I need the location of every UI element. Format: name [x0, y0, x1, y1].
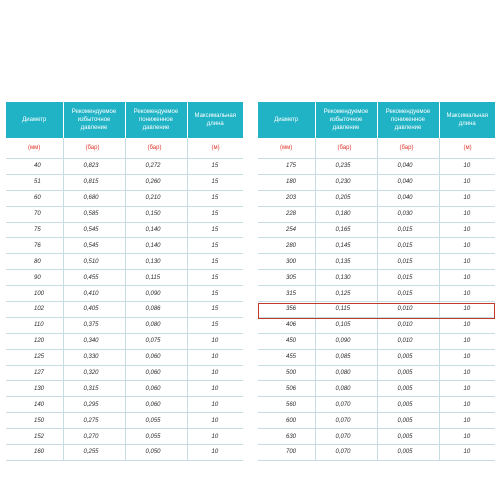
- table-cell: 0,130: [125, 254, 187, 270]
- left-max-length-header: Максимальная длина: [187, 102, 243, 138]
- table-cell: 15: [187, 254, 243, 270]
- table-cell: 0,086: [125, 302, 187, 318]
- table-cell: 450: [258, 333, 315, 349]
- table-cell: 0,545: [63, 222, 125, 238]
- unit-cell: (бар): [63, 138, 125, 159]
- table-cell: 10: [187, 413, 243, 429]
- right-table-row: [258, 333, 495, 349]
- table-cell: 0,070: [315, 413, 377, 429]
- table-cell: 0,070: [315, 429, 377, 445]
- table-cell: 0,090: [315, 333, 377, 349]
- unit-cell: (бар): [125, 138, 187, 159]
- right-max-length-header: Максимальная длина: [439, 102, 495, 138]
- table-cell: 10: [439, 349, 495, 365]
- table-cell: 0,105: [315, 317, 377, 333]
- right-table-row: [258, 286, 495, 302]
- table-cell: 15: [187, 317, 243, 333]
- table-cell: 10: [439, 429, 495, 445]
- table-cell: 120: [6, 333, 63, 349]
- table-cell: 0,070: [315, 445, 377, 461]
- table-cell: 40: [6, 159, 63, 175]
- left-table-row: [6, 413, 243, 429]
- left-table-row: [6, 222, 243, 238]
- right-units-row: [258, 138, 495, 159]
- table-cell: 10: [187, 397, 243, 413]
- table-cell: 130: [6, 381, 63, 397]
- left-table-row: [6, 333, 243, 349]
- left-table-row: [6, 270, 243, 286]
- left-table-row: [6, 365, 243, 381]
- table-cell: 0,680: [63, 190, 125, 206]
- table-cell: 0,070: [315, 397, 377, 413]
- table-cell: 560: [258, 397, 315, 413]
- table-cell: 10: [439, 238, 495, 254]
- table-cell: 0,180: [315, 206, 377, 222]
- unit-cell: (бар): [315, 138, 377, 159]
- table-cell: 10: [439, 159, 495, 175]
- right-table-row: [258, 302, 495, 318]
- table-cell: 0,410: [63, 286, 125, 302]
- table-cell: 630: [258, 429, 315, 445]
- table-cell: 80: [6, 254, 63, 270]
- table-cell: 110: [6, 317, 63, 333]
- table-cell: 0,080: [315, 365, 377, 381]
- table-cell: 70: [6, 206, 63, 222]
- table-cell: 10: [439, 206, 495, 222]
- right-table-row: [258, 429, 495, 445]
- table-cell: 152: [6, 429, 63, 445]
- table-cell: 150: [6, 413, 63, 429]
- table-cell: 0,205: [315, 190, 377, 206]
- right-table-row: [258, 206, 495, 222]
- table-cell: 0,235: [315, 159, 377, 175]
- left-table-row: [6, 445, 243, 461]
- table-cell: 0,340: [63, 333, 125, 349]
- table-cell: 10: [439, 174, 495, 190]
- table-cell: 0,005: [377, 445, 439, 461]
- table-cell: 0,545: [63, 238, 125, 254]
- table-cell: 0,015: [377, 286, 439, 302]
- table-cell: 0,315: [63, 381, 125, 397]
- table-cell: 0,375: [63, 317, 125, 333]
- table-cell: 10: [187, 349, 243, 365]
- table-cell: 15: [187, 238, 243, 254]
- table-cell: 0,085: [315, 349, 377, 365]
- left-table-row: [6, 317, 243, 333]
- table-cell: 0,010: [377, 333, 439, 349]
- table-cell: 0,135: [315, 254, 377, 270]
- table-cell: 0,815: [63, 174, 125, 190]
- right-underpressure-header: Рекомендуемое пониженное давление: [377, 102, 439, 138]
- right-overpressure-header: Рекомендуемое избыточное давление: [315, 102, 377, 138]
- left-table-row: [6, 238, 243, 254]
- left-table-row: [6, 174, 243, 190]
- right-table-body: [258, 138, 495, 460]
- table-cell: 10: [439, 365, 495, 381]
- table-cell: 0,823: [63, 159, 125, 175]
- table-cell: 15: [187, 190, 243, 206]
- table-cell: 0,010: [377, 317, 439, 333]
- table-cell: 0,075: [125, 333, 187, 349]
- table-cell: 0,272: [125, 159, 187, 175]
- table-cell: 455: [258, 349, 315, 365]
- right-table-row: [258, 349, 495, 365]
- left-table-row: [6, 286, 243, 302]
- unit-cell: (бар): [377, 138, 439, 159]
- table-cell: 0,140: [125, 238, 187, 254]
- left-table-row: [6, 254, 243, 270]
- table-cell: 0,015: [377, 270, 439, 286]
- table-cell: 15: [187, 206, 243, 222]
- left-table-row: [6, 429, 243, 445]
- table-cell: 160: [6, 445, 63, 461]
- table-cell: 0,295: [63, 397, 125, 413]
- table-cell: 10: [187, 381, 243, 397]
- table-cell: 0,015: [377, 238, 439, 254]
- table-cell: 0,090: [125, 286, 187, 302]
- right-diameter-header: Диаметр: [258, 102, 315, 138]
- right-table-header: [258, 102, 495, 138]
- table-cell: 10: [439, 445, 495, 461]
- right-table-row: [258, 445, 495, 461]
- table-cell: 0,080: [315, 381, 377, 397]
- right-table-row: [258, 365, 495, 381]
- table-cell: 0,005: [377, 365, 439, 381]
- right-table-row: [258, 222, 495, 238]
- table-cell: 0,230: [315, 174, 377, 190]
- left-table-row: [6, 302, 243, 318]
- right-table-row: [258, 238, 495, 254]
- right-table-row: [258, 270, 495, 286]
- table-cell: 0,005: [377, 429, 439, 445]
- table-cell: 10: [439, 302, 495, 318]
- table-cell: 300: [258, 254, 315, 270]
- unit-cell: (мм): [6, 138, 63, 159]
- table-cell: 140: [6, 397, 63, 413]
- table-cell: 506: [258, 381, 315, 397]
- right-table-row: [258, 397, 495, 413]
- table-cell: 0,055: [125, 429, 187, 445]
- table-cell: 0,010: [377, 302, 439, 318]
- left-table-header: [6, 102, 243, 138]
- table-cell: 0,275: [63, 413, 125, 429]
- table-cell: 600: [258, 413, 315, 429]
- table-cell: 10: [439, 270, 495, 286]
- table-cell: 0,125: [315, 286, 377, 302]
- table-cell: 280: [258, 238, 315, 254]
- left-table: [6, 102, 243, 461]
- table-cell: 0,050: [125, 445, 187, 461]
- table-cell: 10: [187, 365, 243, 381]
- table-cell: 102: [6, 302, 63, 318]
- right-table-row: [258, 413, 495, 429]
- table-cell: 10: [439, 190, 495, 206]
- table-cell: 0,040: [377, 159, 439, 175]
- table-cell: 0,455: [63, 270, 125, 286]
- table-cell: 0,080: [125, 317, 187, 333]
- table-cell: 0,040: [377, 174, 439, 190]
- left-table-row: [6, 349, 243, 365]
- table-cell: 10: [439, 381, 495, 397]
- table-cell: 15: [187, 302, 243, 318]
- table-cell: 15: [187, 174, 243, 190]
- table-cell: 15: [187, 222, 243, 238]
- table-cell: 0,140: [125, 222, 187, 238]
- left-table-row: [6, 381, 243, 397]
- left-units-row: [6, 138, 243, 159]
- table-cell: 0,255: [63, 445, 125, 461]
- table-cell: 0,330: [63, 349, 125, 365]
- table-cell: 51: [6, 174, 63, 190]
- table-cell: 10: [187, 333, 243, 349]
- left-table-row: [6, 190, 243, 206]
- unit-cell: (мм): [258, 138, 315, 159]
- table-cell: 10: [439, 397, 495, 413]
- table-cell: 0,130: [315, 270, 377, 286]
- left-table-row: [6, 159, 243, 175]
- right-table-row: [258, 190, 495, 206]
- table-cell: 10: [439, 286, 495, 302]
- table-cell: 305: [258, 270, 315, 286]
- left-table-body: [6, 138, 243, 460]
- table-cell: 0,145: [315, 238, 377, 254]
- table-cell: 0,060: [125, 349, 187, 365]
- right-table-row: [258, 159, 495, 175]
- table-cell: 0,260: [125, 174, 187, 190]
- table-cell: 0,270: [63, 429, 125, 445]
- table-cell: 76: [6, 238, 63, 254]
- table-cell: 500: [258, 365, 315, 381]
- table-cell: 10: [187, 445, 243, 461]
- table-cell: 0,320: [63, 365, 125, 381]
- table-cell: 0,150: [125, 206, 187, 222]
- left-underpressure-header: Рекомендуемое пониженное давление: [125, 102, 187, 138]
- table-cell: 180: [258, 174, 315, 190]
- table-cell: 10: [439, 222, 495, 238]
- table-cell: 0,060: [125, 397, 187, 413]
- table-cell: 0,510: [63, 254, 125, 270]
- table-cell: 10: [439, 254, 495, 270]
- left-table-row: [6, 397, 243, 413]
- right-table-row: [258, 254, 495, 270]
- unit-cell: (м): [439, 138, 495, 159]
- table-cell: 700: [258, 445, 315, 461]
- table-cell: 315: [258, 286, 315, 302]
- table-cell: 0,005: [377, 381, 439, 397]
- table-cell: 15: [187, 270, 243, 286]
- table-cell: 125: [6, 349, 63, 365]
- table-cell: 15: [187, 286, 243, 302]
- table-cell: 10: [439, 317, 495, 333]
- table-cell: 0,005: [377, 413, 439, 429]
- right-table-row: [258, 381, 495, 397]
- table-cell: 356: [258, 302, 315, 318]
- table-cell: 0,055: [125, 413, 187, 429]
- table-cell: 60: [6, 190, 63, 206]
- table-cell: 75: [6, 222, 63, 238]
- table-cell: 10: [187, 429, 243, 445]
- table-cell: 0,210: [125, 190, 187, 206]
- table-cell: 0,040: [377, 190, 439, 206]
- table-cell: 0,015: [377, 222, 439, 238]
- left-diameter-header: Диаметр: [6, 102, 63, 138]
- table-cell: 0,115: [315, 302, 377, 318]
- table-cell: 0,115: [125, 270, 187, 286]
- table-cell: 175: [258, 159, 315, 175]
- table-cell: 10: [439, 333, 495, 349]
- table-cell: 10: [439, 413, 495, 429]
- table-cell: 228: [258, 206, 315, 222]
- table-cell: 254: [258, 222, 315, 238]
- table-cell: 0,165: [315, 222, 377, 238]
- table-cell: 406: [258, 317, 315, 333]
- right-table-row: [258, 174, 495, 190]
- table-cell: 100: [6, 286, 63, 302]
- right-table: [258, 102, 495, 461]
- table-cell: 0,015: [377, 254, 439, 270]
- table-cell: 0,030: [377, 206, 439, 222]
- table-cell: 0,005: [377, 349, 439, 365]
- table-cell: 127: [6, 365, 63, 381]
- left-table-row: [6, 206, 243, 222]
- table-cell: 15: [187, 159, 243, 175]
- table-cell: 0,060: [125, 365, 187, 381]
- table-cell: 90: [6, 270, 63, 286]
- table-cell: 203: [258, 190, 315, 206]
- table-cell: 0,005: [377, 397, 439, 413]
- left-overpressure-header: Рекомендуемое избыточное давление: [63, 102, 125, 138]
- table-cell: 0,405: [63, 302, 125, 318]
- right-table-row: [258, 317, 495, 333]
- table-cell: 0,060: [125, 381, 187, 397]
- unit-cell: (м): [187, 138, 243, 159]
- table-cell: 0,585: [63, 206, 125, 222]
